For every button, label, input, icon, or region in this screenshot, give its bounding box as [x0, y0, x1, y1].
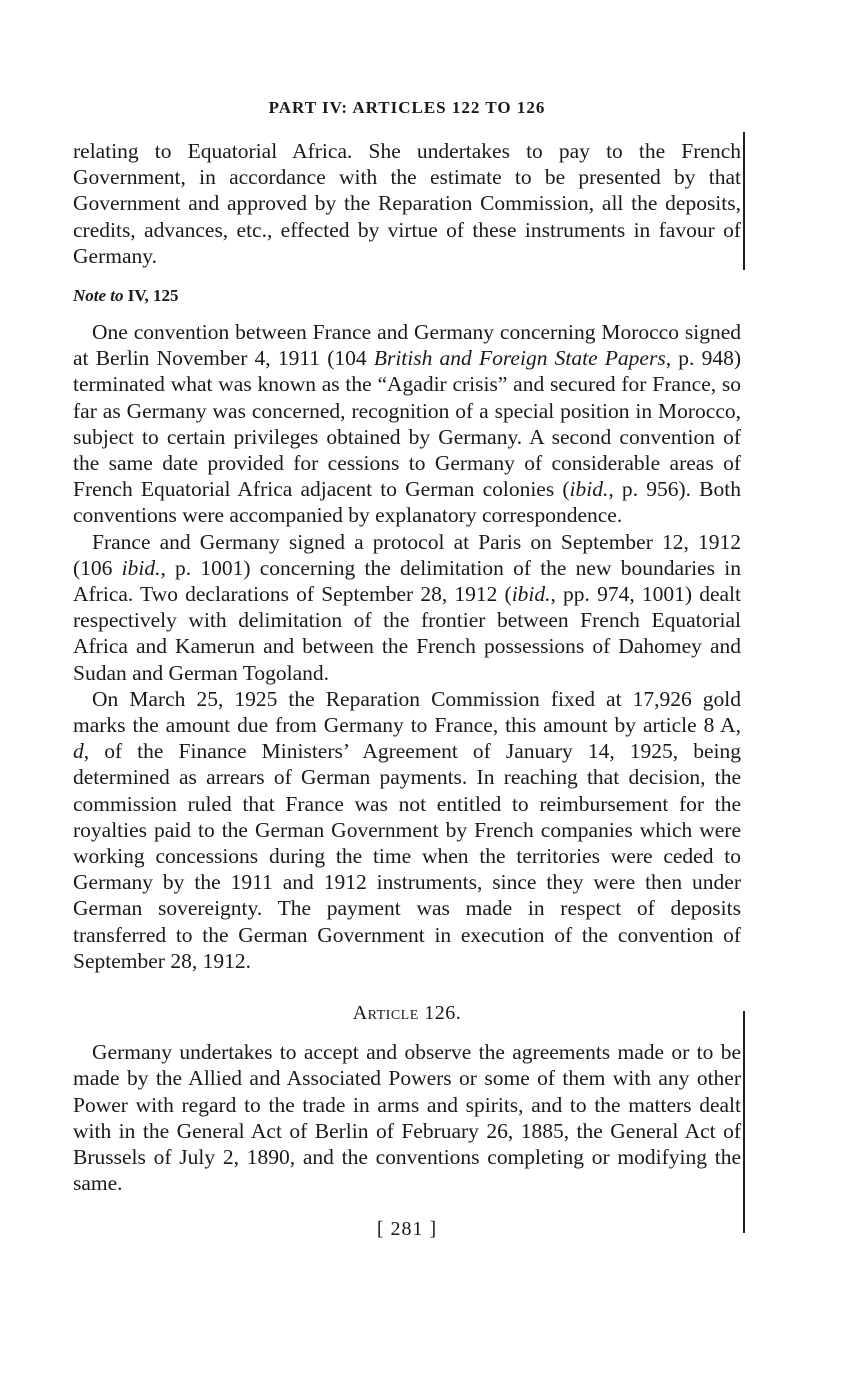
- note-p1-text-a: One convention between France and Germany concerning Morocco signed at Berlin November 4, 1911 (104: [73, 320, 741, 371]
- note-paragraph-2: [73, 529, 741, 686]
- note-heading-prefix: Note to: [73, 286, 124, 306]
- note-p2-italic-ibid-2: ibid.: [511, 582, 551, 607]
- note-p3-text-a: On March 25, 1925 the Reparation Commission fixed at 17,926 gold marks the amount due from Germany to France, this amount by article 8 A,: [73, 686, 741, 738]
- article-title: Article 126.: [352, 1002, 462, 1025]
- note-p1-italic-title: British and Foreign State Papers: [373, 346, 666, 371]
- article-text: Germany undertakes to accept and observe the agreements made or to be made by the Allied and Associated Powers or some of them with any other Power with regard to the trade in arms and spirits, and to the matters dealt with in the General Act of Berlin of February 26, 1885, the General Act of Brussels of July 2, 1890, and the conventions completing or modifying the same.: [73, 1040, 741, 1196]
- page-number: [ 281 ]: [376, 1218, 438, 1241]
- note-body: [73, 319, 741, 974]
- note-p3-italic-d: d: [73, 739, 84, 764]
- note-p1-text-b: , p. 948) terminated what was known as the “Agadir crisis” and secured for France, so far as Germany was concerned, recognition of a special position in Morocco, subject to certain privileges obtained by Germany. A second convention of the same date provided for cessions to Germany of considerable areas of French Equatorial Africa adjacent to German colonies (: [73, 346, 741, 502]
- note-paragraph-3: [73, 686, 741, 974]
- note-p1-text-c: , p. 956). Both conventions were accompanied by explanatory correspondence.: [73, 477, 741, 528]
- continuation-text: relating to Equatorial Africa. She undertakes to pay to the French Government, in accordance with the estimate to be presented by that Government and approved by the Reparation Commission, all the deposits, credits, advances, etc., effected by virtue of these instruments in favour of Germany.: [73, 139, 741, 268]
- article-block: [73, 1039, 741, 1196]
- running-title: PART IV: ARTICLES 122 TO 126: [268, 98, 546, 117]
- note-p3-text-b: , of the Finance Ministers’ Agreement of January 14, 1925, being determined as arrears of German payments. In reaching that decision, the commission ruled that France was not entitled to reimbursement for the royalties paid to the German Government by French companies which were working concessions during the time when the territories were ceded to Germany by the 1911 and 1912 instruments, since they were then under German sovereignty. The payment was made in respect of deposits transferred to the German Government in execution of the convention of September 28, 1912.: [73, 739, 741, 973]
- note-heading: [73, 286, 741, 306]
- note-p2-text-a: France and Germany signed a protocol at Paris on September 12, 1912 (106: [73, 529, 741, 580]
- note-p2-text-b: , p. 1001) concerning the delimitation of the new boundaries in Africa. Two declarations of September 28, 1912 (: [73, 555, 741, 607]
- page: [73, 98, 741, 1241]
- note-heading-ref: IV, 125: [127, 286, 179, 306]
- note-p2-italic-ibid-1: ibid.: [121, 555, 161, 580]
- note-p2-text-c: , pp. 974, 1001) dealt respectively with delimitation of the frontier between French Equatorial Africa and Kamerun and between the French possessions of Dahomey and Sudan and German Togoland.: [73, 582, 741, 685]
- margin-rule-bottom: [743, 1011, 745, 1233]
- note-p1-italic-ibid: ibid.: [569, 477, 609, 502]
- margin-rule-top: [743, 132, 745, 270]
- continuation-block: [73, 138, 741, 269]
- note-paragraph-1: [73, 319, 741, 529]
